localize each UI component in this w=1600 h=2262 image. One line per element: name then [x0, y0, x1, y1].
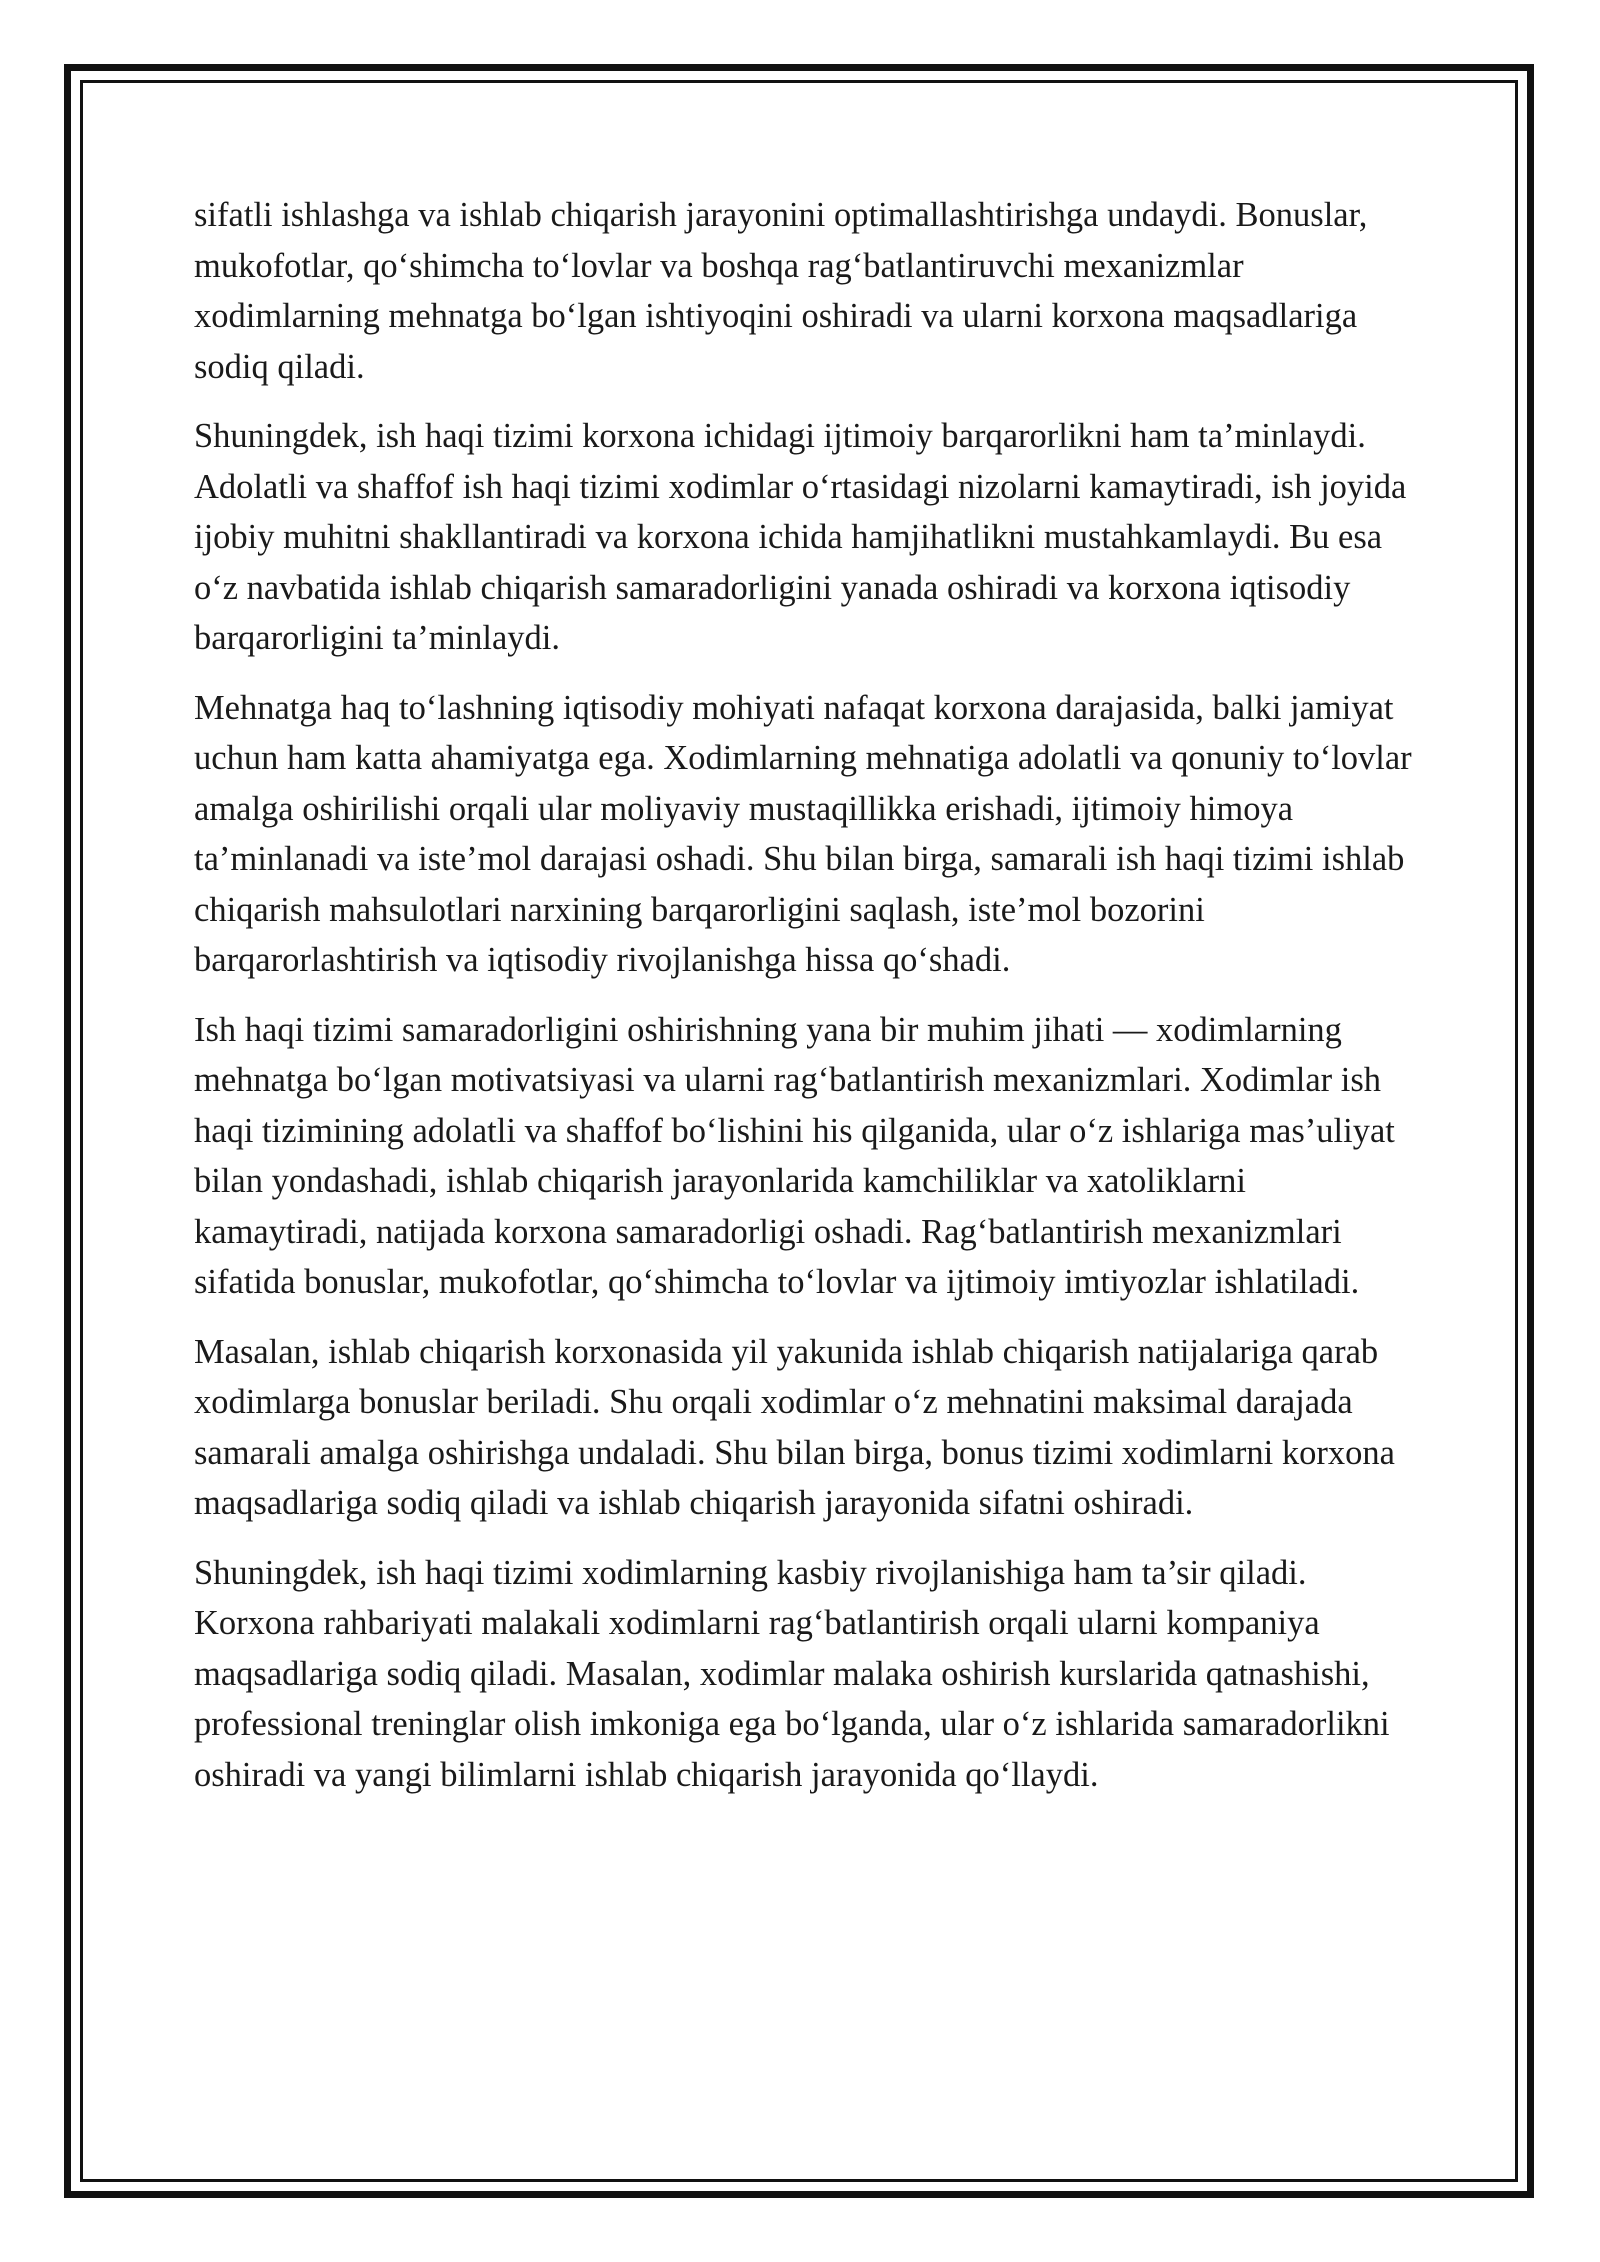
paragraph-5: Masalan, ishlab chiqarish korxonasida yil yakunida ishlab chiqarish natijalariga qarab xodimlarga bonuslar beriladi. Shu orqali xodimlar o‘z mehnatini maksimal darajada samarali amalga oshirishga undaladi. Shu bilan birga, bonus tizimi xodimlarni korxona maqsadlariga sodiq qiladi va ishlab chiqarish jarayonida sifatni oshiradi. [194, 1332, 1395, 1522]
paragraph-6: Shuningdek, ish haqi tizimi xodimlarning kasbiy rivojlanishiga ham ta’sir qiladi. Korxona rahbariyati malakali xodimlarni rag‘batlantirish orqali ularni kompaniya maqsadlariga sodiq qiladi. Masalan, xodimlar malaka oshirish kurslarida qatnashishi, professional treninglar olish imkoniga ega bo‘lganda, ular o‘z ishlarida samaradorlikni oshiradi va yangi bilimlarni ishlab chiqarish jarayonida qo‘llaydi. [194, 1553, 1390, 1794]
paragraph-1: sifatli ishlashga va ishlab chiqarish jarayonini optimallashtirishga undaydi. Bonuslar, mukofotlar, qo‘shimcha to‘lovlar va boshqa rag‘batlantiruvchi mexanizmlar xodimlarning mehnatga bo‘lgan ishtiyoqini oshiradi va ularni korxona maqsadlariga sodiq qiladi. [194, 196, 1368, 386]
document-body [194, 190, 1424, 1819]
paragraph-4: Ish haqi tizimi samaradorligini oshirishning yana bir muhim jihati — xodimlarning mehnatga bo‘lgan motivatsiyasi va ularni rag‘batlantirish mexanizmlari. Xodimlar ish haqi tizimining adolatli va shaffof bo‘lishini his qilganida, ular o‘z ishlariga mas’uliyat bilan yondashadi, ishlab chiqarish jarayonlarida kamchiliklar va xatoliklarni kamaytiradi, natijada korxona samaradorligi oshadi. Rag‘batlantirish mexanizmlari sifatida bonuslar, mukofotlar, qo‘shimcha to‘lovlar va ijtimoiy imtiyozlar ishlatiladi. [194, 1010, 1395, 1301]
paragraph-3: Mehnatga haq to‘lashning iqtisodiy mohiyati nafaqat korxona darajasida, balki jamiyat uchun ham katta ahamiyatga ega. Xodimlarning mehnatiga adolatli va qonuniy to‘lovlar amalga oshirilishi orqali ular moliyaviy mustaqillikka erishadi, ijtimoiy himoya ta’minlanadi va iste’mol darajasi oshadi. Shu bilan birga, samarali ish haqi tizimi ishlab chiqarish mahsulotlari narxining barqarorligini saqlash, iste’mol bozorini barqarorlashtirish va iqtisodiy rivojlanishga hissa qo‘shadi. [194, 688, 1412, 979]
paragraph-2: Shuningdek, ish haqi tizimi korxona ichidagi ijtimoiy barqarorlikni ham ta’minlaydi. Adolatli va shaffof ish haqi tizimi xodimlar o‘rtasidagi nizolarni kamaytiradi, ish joyida ijobiy muhitni shakllantiradi va korxona ichida hamjihatlikni mustahkamlaydi. Bu esa o‘z navbatida ishlab chiqarish samaradorligini yanada oshiradi va korxona iqtisodiy barqarorligini ta’minlaydi. [194, 417, 1407, 657]
